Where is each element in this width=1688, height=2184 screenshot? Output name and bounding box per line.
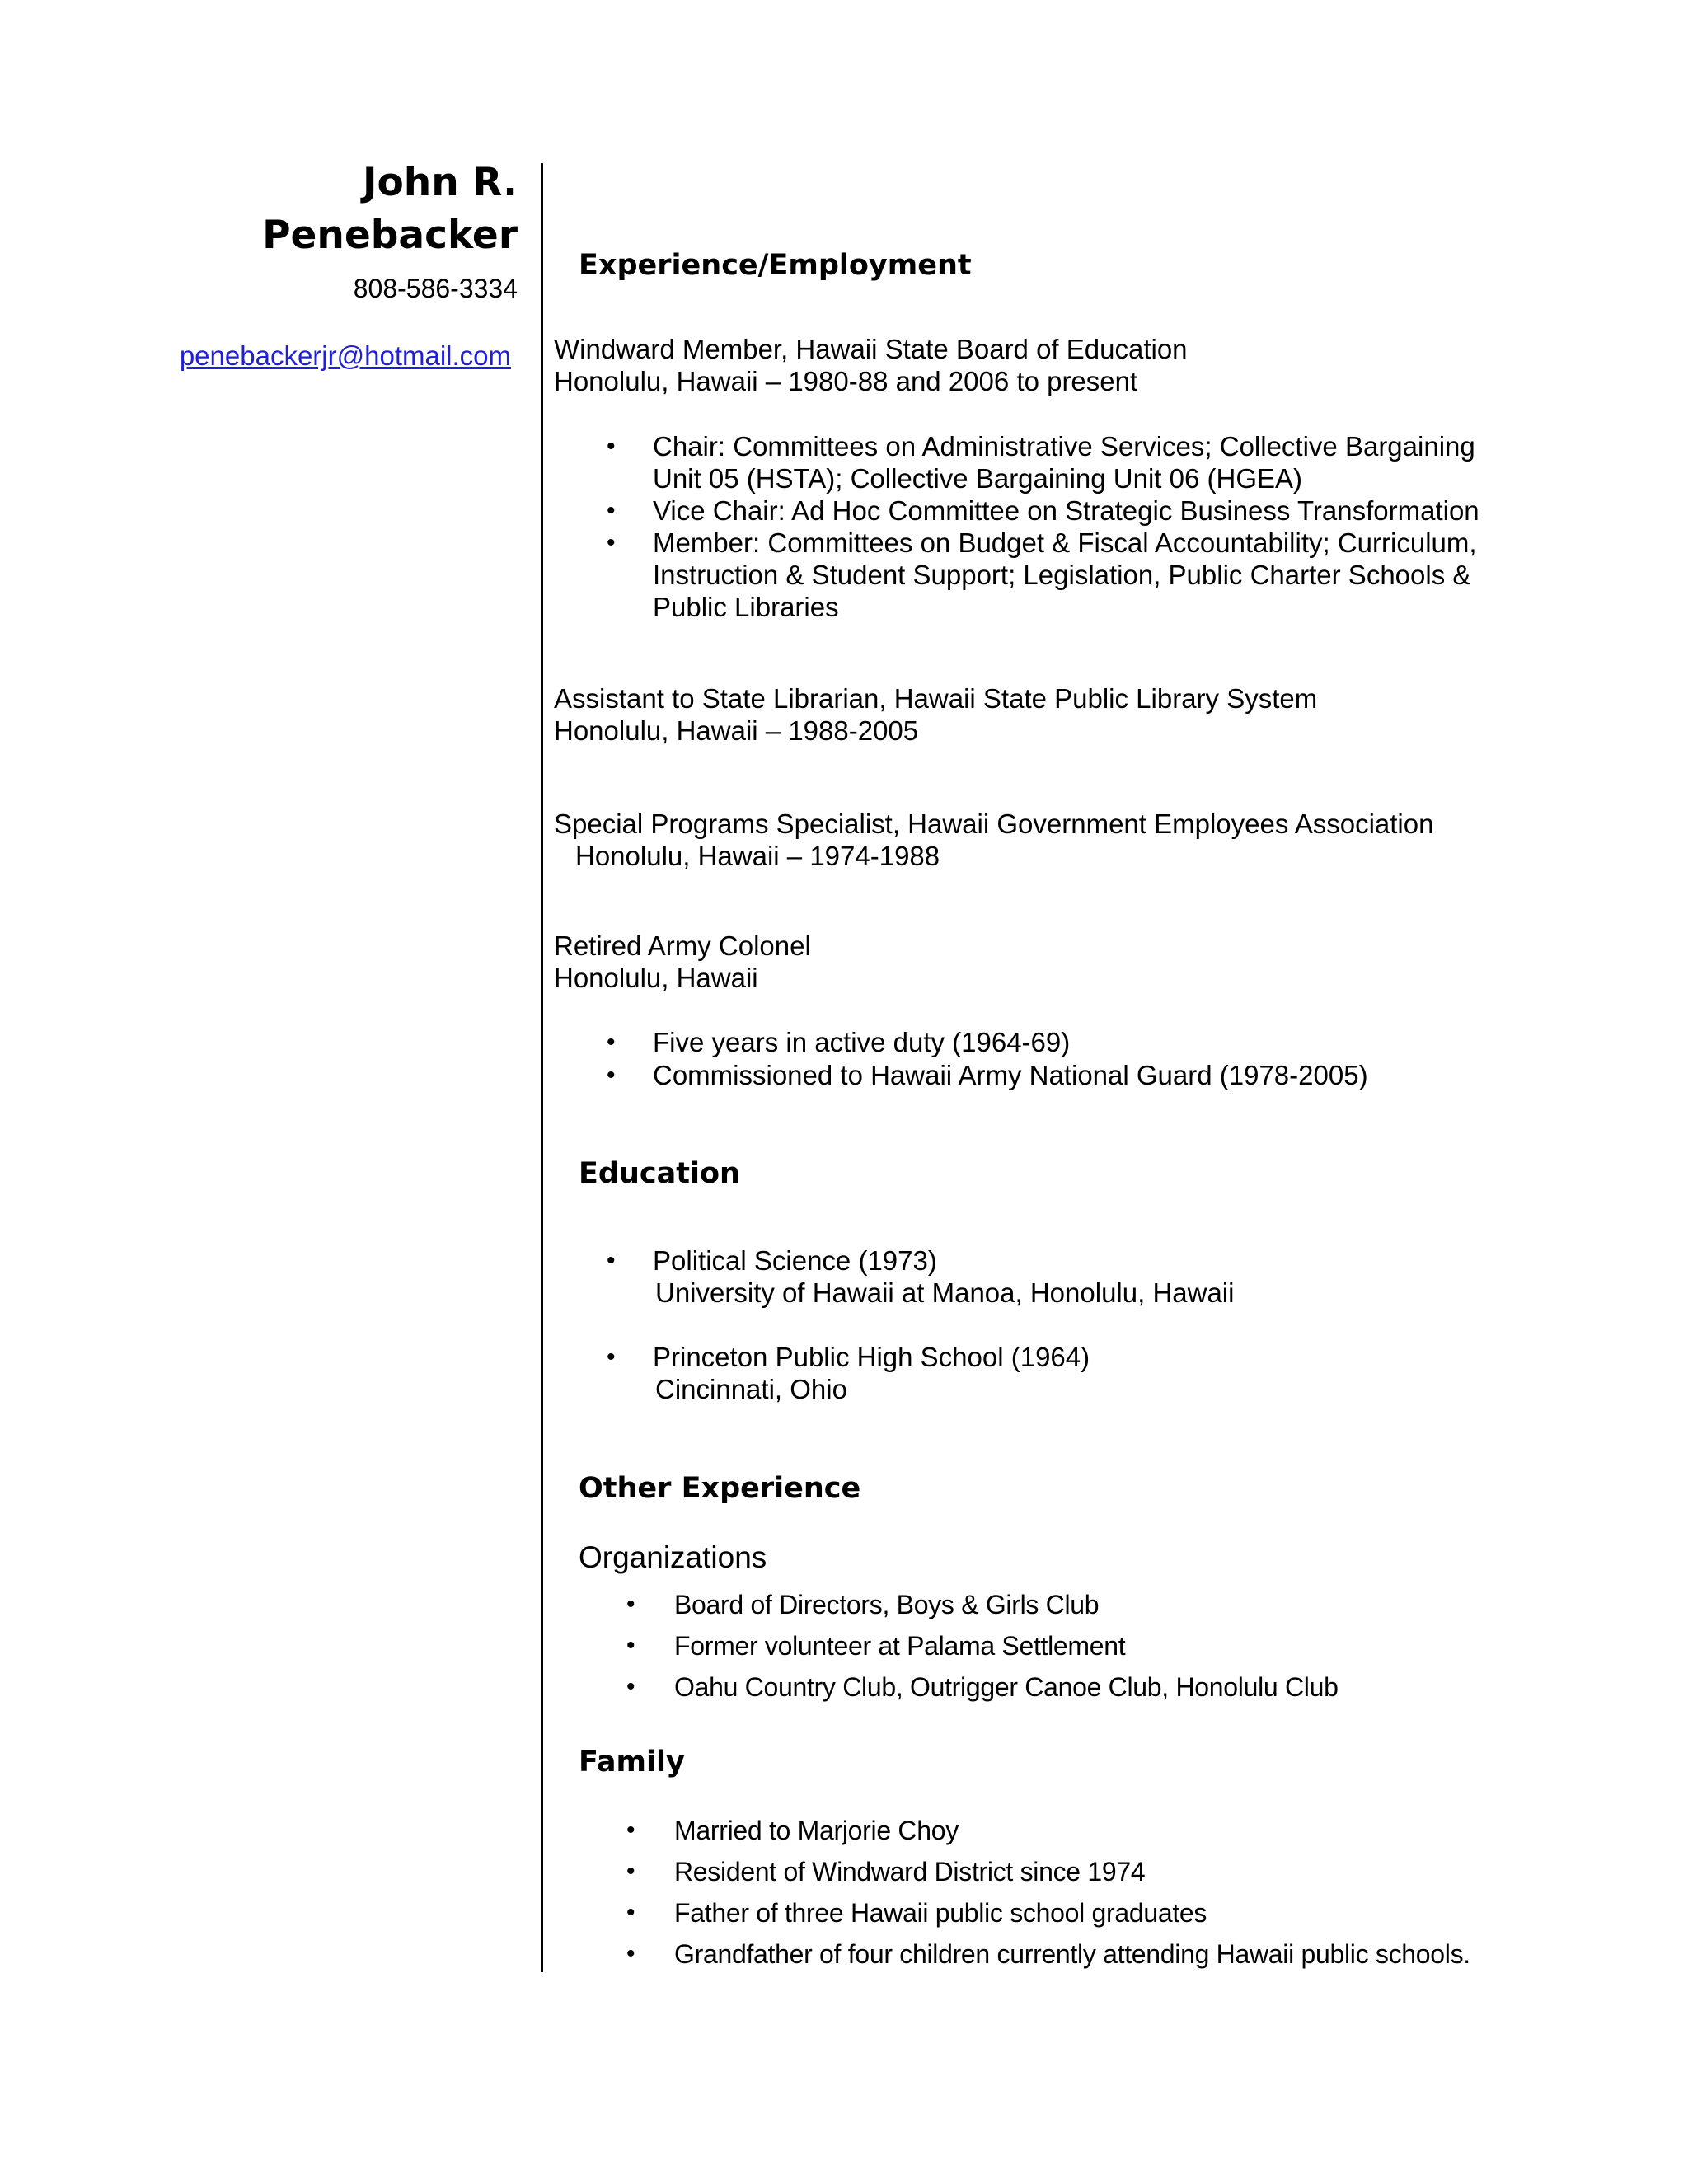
list-item: • Board of Directors, Boys & Girls Club [674,1584,1339,1625]
job-2-title: Assistant to State Librarian, Hawaii State Public Library System [554,683,1318,714]
list-item: • Princeton Public High School (1964) Cincinnati, Ohio [607,1342,1090,1404]
list-item: • Oahu Country Club, Outrigger Canoe Club, Honolulu Club [674,1666,1339,1708]
bullet-icon: • [626,1816,635,1844]
job-3-title: Special Programs Specialist, Hawaii Government Employees Association [554,808,1434,839]
bullet-icon: • [607,1029,616,1056]
bullet-icon: • [626,1591,635,1618]
column-divider [541,163,543,1972]
bullet-icon: • [607,497,616,524]
job-2-location: Honolulu, Hawaii – 1988-2005 [554,715,919,746]
bullet-icon: • [626,1673,635,1700]
job-4-bullets [607,1026,1368,1091]
email-link[interactable]: penebackerjr@hotmail.com [179,340,511,371]
list-item: • Member: Committees on Budget & Fiscal Accountability; Curriculum, Instruction & Student Support; Legislation, Public Charter Schools & Public Libraries [607,527,1477,622]
phone-number: 808-586-3334 [353,274,518,303]
list-item: • Five years in active duty (1964-69) [607,1027,1071,1057]
family-list [626,1810,1470,1975]
job-4-title: Retired Army Colonel [554,930,811,961]
family-heading: Family [579,1746,685,1779]
job-1-location: Honolulu, Hawaii – 1980-88 and 2006 to present [554,366,1138,396]
bullet-icon: • [607,1343,616,1371]
bullet-icon: • [607,1247,616,1274]
list-item: • Father of three Hawaii public school graduates [674,1892,1470,1933]
bullet-icon: • [607,433,616,460]
education-heading: Education [579,1157,740,1190]
organizations-subheading: Organizations [579,1540,767,1574]
contact-panel [0,157,528,371]
bullet-icon: • [626,1632,635,1659]
job-3-location: Honolulu, Hawaii – 1974-1988 [575,841,940,871]
list-item: • Commissioned to Hawaii Army National Guard (1978-2005) [607,1060,1368,1090]
list-item: • Political Science (1973) University of Hawaii at Manoa, Honolulu, Hawaii [607,1245,1235,1308]
list-item: • Chair: Committees on Administrative Services; Collective Bargaining Unit 05 (HSTA); Collective Bargaining Unit 06 (HGEA) [607,431,1475,494]
job-4-location: Honolulu, Hawaii [554,963,758,993]
job-1-title: Windward Member, Hawaii State Board of Education [554,334,1188,364]
job-1-bullets [607,430,1479,623]
name-first-line: John R. [363,160,518,205]
list-item: • Vice Chair: Ad Hoc Committee on Strategic Business Transformation [607,495,1479,526]
bullet-icon: • [626,1858,635,1885]
list-item: • Resident of Windward District since 1974 [674,1851,1470,1892]
list-item: • Former volunteer at Palama Settlement [674,1625,1339,1666]
other-experience-heading: Other Experience [579,1472,861,1505]
education-list [607,1244,1235,1405]
list-item: • Grandfather of four children currently attending Hawaii public schools. [674,1933,1470,1975]
organizations-list [626,1584,1339,1708]
experience-heading: Experience/Employment [579,249,972,282]
bullet-icon: • [607,529,616,556]
bullet-icon: • [626,1899,635,1926]
name-last-line: Penebacker [262,213,518,258]
bullet-icon: • [607,1062,616,1089]
bullet-icon: • [626,1940,635,1967]
list-item: • Married to Marjorie Choy [674,1810,1470,1851]
